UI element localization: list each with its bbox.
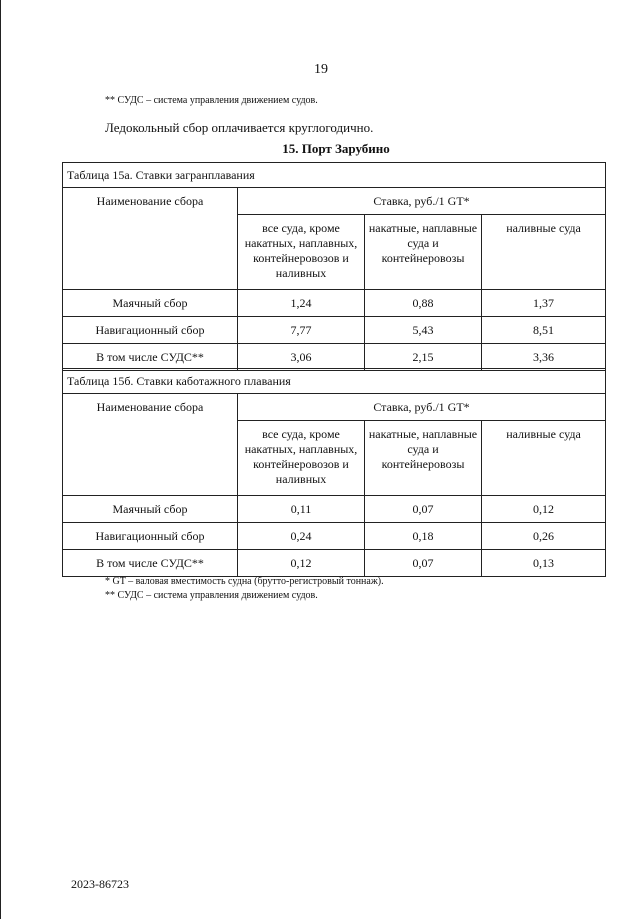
table-row [63,317,606,344]
row-value: 0,18 [365,523,482,550]
row-name: Маячный сбор [63,290,238,317]
note-gt: * GT – валовая вместимость судна (брутто-регистровый тоннаж). [105,576,384,587]
table-notes [105,575,384,603]
table-row [63,344,606,371]
row-value: 7,77 [238,317,365,344]
row-name: Маячный сбор [63,496,238,523]
row-value: 0,11 [238,496,365,523]
row-value: 1,37 [482,290,606,317]
column-header-rate: Ставка, руб./1 GT* [238,188,606,215]
column-header-tankers: наливные суда [482,421,606,496]
row-value: 3,06 [238,344,365,371]
row-value: 0,26 [482,523,606,550]
column-header-all-vessels: все суда, кроме накатных, наплавных, контейнеровозов и наливных [238,215,365,290]
table-foreign-rates [62,162,606,371]
column-header-roro-container: накатные, наплавные суда и контейнеровозы [365,421,482,496]
row-name: В том числе СУДС** [63,550,238,577]
table-row [63,290,606,317]
column-header-fee-name: Наименование сбора [63,394,238,496]
row-value: 3,36 [482,344,606,371]
page-number: 19 [314,62,328,77]
row-value: 2,15 [365,344,482,371]
column-header-fee-name: Наименование сбора [63,188,238,290]
row-value: 1,24 [238,290,365,317]
row-value: 0,13 [482,550,606,577]
table-row [63,523,606,550]
table-row [63,496,606,523]
row-value: 0,07 [365,496,482,523]
row-name: Навигационный сбор [63,317,238,344]
row-value: 0,12 [482,496,606,523]
table-cabotage-rates [62,368,606,577]
row-value: 5,43 [365,317,482,344]
row-value: 0,07 [365,550,482,577]
row-value: 8,51 [482,317,606,344]
column-header-rate: Ставка, руб./1 GT* [238,394,606,421]
footnote-suds: ** СУДС – система управления движением судов. [105,95,318,106]
column-header-roro-container: накатные, наплавные суда и контейнеровозы [365,215,482,290]
section-title: 15. Порт Зарубино [282,141,390,156]
document-number: 2023-86723 [71,877,129,891]
column-header-all-vessels: все суда, кроме накатных, наплавных, контейнеровозов и наливных [238,421,365,496]
note-suds: ** СУДС – система управления движением судов. [105,590,318,601]
row-name: Навигационный сбор [63,523,238,550]
row-name: В том числе СУДС** [63,344,238,371]
table-caption: Таблица 15а. Ставки загранплавания [63,163,606,188]
column-header-tankers: наливные суда [482,215,606,290]
intro-paragraph: Ледокольный сбор оплачивается круглогодично. [105,120,374,135]
table-row [63,550,606,577]
row-value: 0,12 [238,550,365,577]
row-value: 0,88 [365,290,482,317]
row-value: 0,24 [238,523,365,550]
table-caption: Таблица 15б. Ставки каботажного плавания [63,369,606,394]
